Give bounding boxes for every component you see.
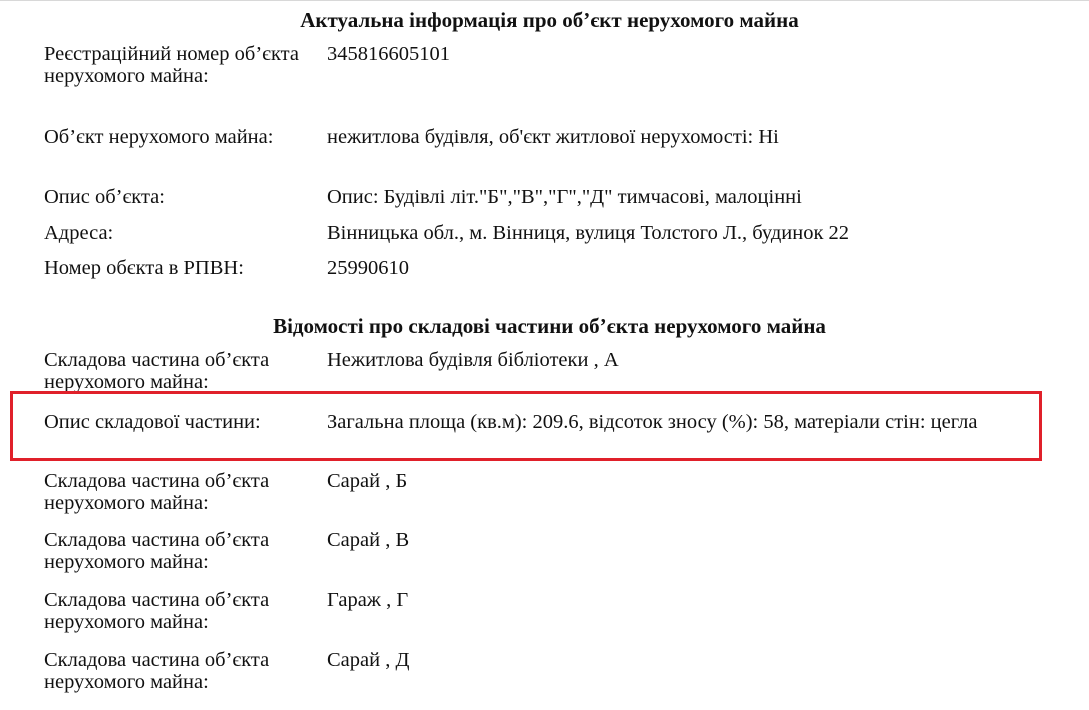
row-label: Адреса: <box>44 222 114 244</box>
row-value[interactable]: Сарай , Д <box>327 649 410 671</box>
row-value[interactable]: Загальна площа (кв.м): 209.6, відсоток зносу (%): 58, матеріали стін: цегла <box>327 411 978 433</box>
row-label: Опис об’єкта: <box>44 186 165 208</box>
row-value[interactable]: 25990610 <box>327 257 409 279</box>
row-label: Складова частина об’єкта нерухомого майна: <box>44 349 270 393</box>
row-value[interactable]: Сарай , Б <box>327 470 408 492</box>
row-label: Номер обєкта в РПВН: <box>44 257 244 279</box>
row-value[interactable]: Опис: Будівлі літ."Б","В","Г","Д" тимчасові, малоцінні <box>327 186 802 208</box>
row-value[interactable]: нежитлова будівля, об'єкт житлової нерухомості: Ні <box>327 126 779 148</box>
row-label: Складова частина об’єкта нерухомого майна: <box>44 589 270 633</box>
row-value[interactable]: Вінницька обл., м. Вінниця, вулиця Толстого Л., будинок 22 <box>327 222 850 244</box>
row-value[interactable]: Сарай , В <box>327 529 410 551</box>
row-value[interactable]: Нежитлова будівля бібліотеки , А <box>327 349 619 371</box>
section-title-current-info: Актуальна інформація про об’єкт нерухомого майна <box>300 8 799 32</box>
row-value[interactable]: 345816605101 <box>327 43 450 65</box>
row-label: Складова частина об’єкта нерухомого майна: <box>44 470 270 514</box>
row-label: Об’єкт нерухомого майна: <box>44 126 274 148</box>
row-label: Складова частина об’єкта нерухомого майна: <box>44 649 270 693</box>
section-title-components: Відомості про складові частини об’єкта нерухомого майна <box>273 314 826 338</box>
row-label: Реєстраційний номер об’єкта нерухомого майна: <box>44 43 299 87</box>
row-label: Складова частина об’єкта нерухомого майна: <box>44 529 270 573</box>
row-value[interactable]: Гараж , Г <box>327 589 409 611</box>
highlight-rectangle <box>10 391 1042 461</box>
row-label: Опис складової частини: <box>44 411 261 433</box>
page-top-border <box>0 0 1089 1</box>
